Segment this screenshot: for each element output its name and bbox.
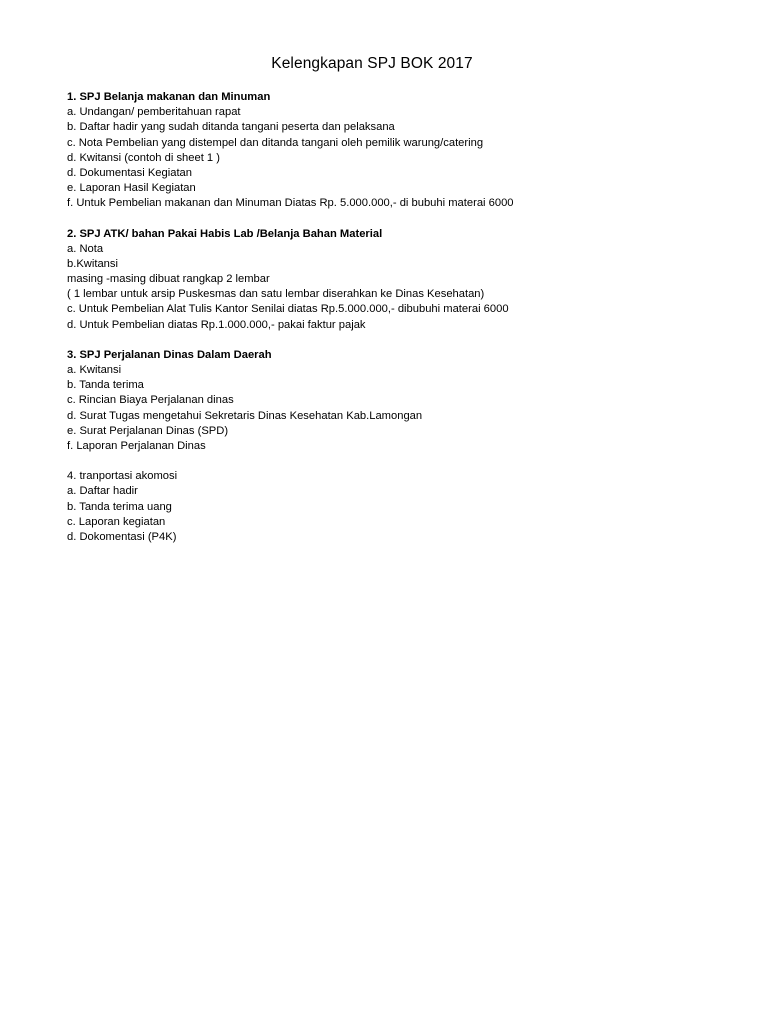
document-title: Kelengkapan SPJ BOK 2017 bbox=[271, 55, 473, 72]
section-4 bbox=[67, 469, 747, 545]
section-heading: 2. SPJ ATK/ bahan Pakai Habis Lab /Belanja Bahan Material bbox=[67, 227, 383, 240]
list-item: f. Laporan Perjalanan Dinas bbox=[67, 439, 206, 452]
list-item: c. Nota Pembelian yang distempel dan ditanda tangani oleh pemilik warung/catering bbox=[67, 136, 484, 149]
section-heading: 4. tranportasi akomosi bbox=[67, 470, 178, 483]
list-item: masing -masing dibuat rangkap 2 lembar bbox=[67, 273, 270, 286]
list-item: c. Laporan kegiatan bbox=[67, 515, 166, 528]
list-item: a. Undangan/ pemberitahuan rapat bbox=[67, 106, 241, 119]
list-item: d. Dokumentasi Kegiatan bbox=[67, 166, 193, 179]
list-item: f. Untuk Pembelian makanan dan Minuman Diatas Rp. 5.000.000,- di bubuhi materai 6000 bbox=[67, 197, 514, 210]
list-item: b. Daftar hadir yang sudah ditanda tangani peserta dan pelaksana bbox=[67, 121, 395, 134]
section-1 bbox=[67, 90, 747, 212]
list-item: c. Rincian Biaya Perjalanan dinas bbox=[67, 394, 234, 407]
list-item: d. Surat Tugas mengetahui Sekretaris Dinas Kesehatan Kab.Lamongan bbox=[67, 409, 423, 422]
list-item: e. Laporan Hasil Kegiatan bbox=[67, 182, 196, 195]
list-item: ( 1 lembar untuk arsip Puskesmas dan satu lembar diserahkan ke Dinas Kesehatan) bbox=[67, 288, 485, 301]
list-item: b. Tanda terima uang bbox=[67, 500, 172, 513]
list-item: a. Daftar hadir bbox=[67, 485, 138, 498]
list-item: b. Tanda terima bbox=[67, 379, 144, 392]
section-heading: 3. SPJ Perjalanan Dinas Dalam Daerah bbox=[67, 348, 272, 361]
list-item: d. Untuk Pembelian diatas Rp.1.000.000,- pakai faktur pajak bbox=[67, 318, 366, 331]
section-2 bbox=[67, 227, 747, 333]
list-item: a. Kwitansi bbox=[67, 364, 122, 376]
section-heading: 1. SPJ Belanja makanan dan Minuman bbox=[67, 91, 271, 103]
section-3 bbox=[67, 348, 747, 454]
list-item: a. Nota bbox=[67, 242, 104, 255]
list-item: b.Kwitansi bbox=[67, 257, 118, 270]
list-item: d. Kwitansi (contoh di sheet 1 ) bbox=[67, 151, 220, 164]
list-item: e. Surat Perjalanan Dinas (SPD) bbox=[67, 424, 229, 437]
list-item: d. Dokomentasi (P4K) bbox=[67, 530, 177, 543]
document-content bbox=[67, 90, 747, 560]
list-item: c. Untuk Pembelian Alat Tulis Kantor Senilai diatas Rp.5.000.000,- dibubuhi materai 6000 bbox=[67, 303, 509, 316]
